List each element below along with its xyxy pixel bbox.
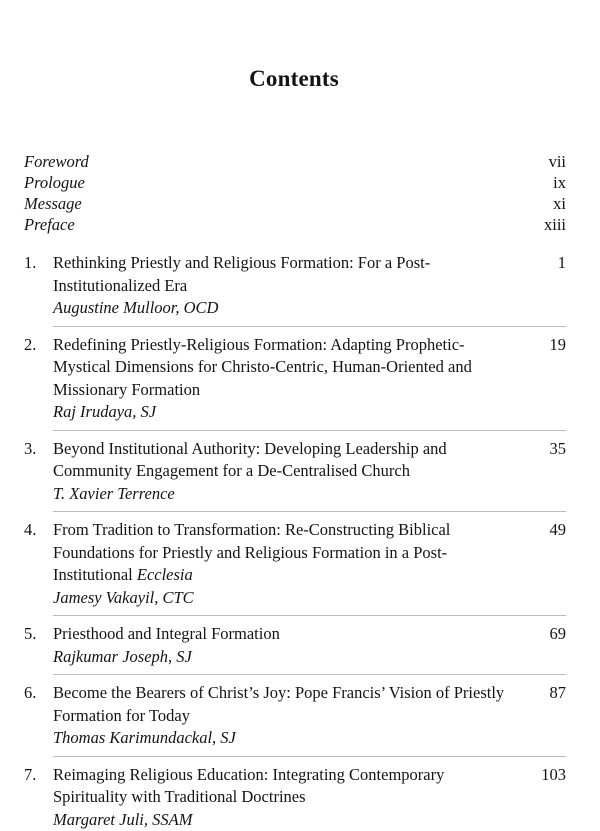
- chapter-author: Margaret Juli, SSAM: [53, 809, 506, 831]
- chapter-entry-6: [24, 682, 566, 750]
- chapter-entry-4: [24, 519, 566, 609]
- chapter-author: Raj Irudaya, SJ: [53, 401, 506, 424]
- chapter-author: Thomas Karimundackal, SJ: [53, 727, 506, 750]
- chapter-title: Beyond Institutional Authority: Developing Leadership and Community Engagement for a De-Centralised Church: [53, 438, 506, 483]
- chapter-author: T. Xavier Terrence: [53, 483, 506, 506]
- chapter-number: 4.: [24, 519, 36, 542]
- divider: [53, 430, 566, 431]
- chapter-entry-5: [24, 623, 566, 668]
- divider: [53, 674, 566, 675]
- chapter-title-main: From Tradition to Transformation: Re-Constructing Biblical Foundations for Priestly and Religious Formation in a Post-Institutional: [53, 520, 450, 584]
- chapter-author: Jamesy Vakayil, CTC: [53, 587, 506, 610]
- chapter-title: Priesthood and Integral Formation: [53, 623, 506, 646]
- chapter-entry-1: [24, 252, 566, 320]
- chapter-number: 7.: [24, 764, 36, 787]
- chapter-title: Reimaging Religious Education: Integrating Contemporary Spirituality with Traditional Doctrines: [53, 764, 506, 809]
- front-matter-label: Preface: [24, 215, 75, 234]
- divider: [53, 326, 566, 327]
- chapter-page: 87: [550, 682, 567, 705]
- chapter-page: 35: [550, 438, 567, 461]
- front-matter-page: xiii: [544, 214, 566, 235]
- front-matter-item: [24, 151, 566, 172]
- divider: [53, 615, 566, 616]
- page-title: Contents: [0, 66, 588, 92]
- front-matter-page: vii: [549, 151, 566, 172]
- chapter-entry-3: [24, 438, 566, 506]
- chapter-title: Redefining Priestly-Religious Formation: Adapting Prophetic-Mystical Dimensions for Christo-Centric, Human-Oriented and Missionary Formation: [53, 334, 506, 402]
- divider: [53, 756, 566, 757]
- chapter-page: 49: [550, 519, 567, 542]
- chapter-number: 5.: [24, 623, 36, 646]
- chapter-page: 69: [550, 623, 567, 646]
- chapter-entry-2: [24, 334, 566, 424]
- chapter-author: Rajkumar Joseph, SJ: [53, 646, 506, 669]
- front-matter-page: xi: [553, 193, 566, 214]
- front-matter-label: Prologue: [24, 173, 85, 192]
- chapter-title: [53, 519, 506, 587]
- chapter-number: 2.: [24, 334, 36, 357]
- chapter-number: 1.: [24, 252, 36, 275]
- chapter-title-italic: Ecclesia: [137, 565, 193, 584]
- front-matter-label: Foreword: [24, 152, 89, 171]
- chapter-title: Become the Bearers of Christ’s Joy: Pope Francis’ Vision of Priestly Formation for Today: [53, 682, 506, 727]
- chapter-entry-7: [24, 764, 566, 831]
- chapter-title: Rethinking Priestly and Religious Formation: For a Post-Institutionalized Era: [53, 252, 506, 297]
- chapter-page: 19: [550, 334, 567, 357]
- front-matter-item: [24, 214, 566, 235]
- chapter-page: 103: [541, 764, 566, 787]
- front-matter-item: [24, 193, 566, 214]
- front-matter-list: [24, 151, 566, 235]
- chapter-page: 1: [558, 252, 566, 275]
- chapter-number: 6.: [24, 682, 36, 705]
- chapter-list: [24, 252, 566, 831]
- front-matter-label: Message: [24, 194, 82, 213]
- front-matter-item: [24, 172, 566, 193]
- front-matter-page: ix: [553, 172, 566, 193]
- chapter-number: 3.: [24, 438, 36, 461]
- divider: [53, 511, 566, 512]
- chapter-author: Augustine Mulloor, OCD: [53, 297, 506, 320]
